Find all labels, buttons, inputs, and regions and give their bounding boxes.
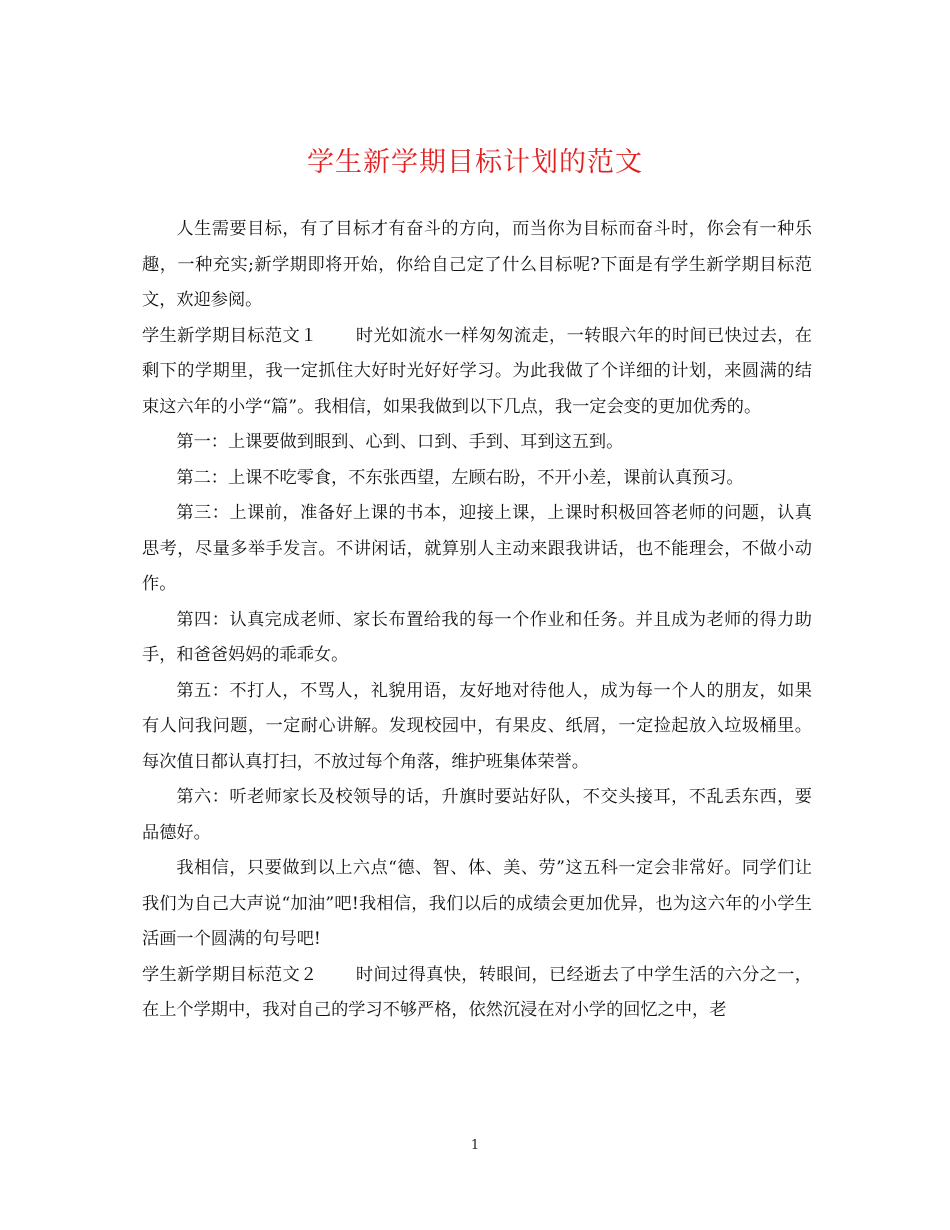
section-2-text: 时间过得真快，转眼间，已经逝去了中学生活的六分之一，在上个学期中，我对自己的学习不够严格，依然沉浸在对小学的回忆之中，老 (142, 964, 812, 1020)
section-1-text: 时光如流水一样匆匆流走，一转眼六年的时间已快过去，在剩下的学期里，我一定抓住大好时光好好学习。为此我做了个详细的计划，来圆满的结束这六年的小学“篇”。我相信，如果我做到以下几点，我一定会变的更加优秀的。 (142, 325, 812, 417)
point-1-paragraph: 第一：上课要做到眼到、心到、口到、手到、耳到这五到。 (176, 432, 624, 452)
section-1-paragraph (142, 319, 812, 426)
point-4-paragraph: 第四：认真完成老师、家长布置给我的每一个作业和任务。并且成为老师的得力助手，和爸爸妈妈的乖乖女。 (142, 609, 812, 665)
page-number: 1 (470, 1138, 480, 1153)
conclusion-paragraph: 我相信，只要做到以上六点“德、智、体、美、劳”这五科一定会非常好。同学们让我们为自己大声说“加油”吧!我相信，我们以后的成绩会更加优异，也为这六年的小学生活画一个圆满的句号吧! (142, 858, 812, 949)
point-5-paragraph: 第五：不打人，不骂人，礼貌用语，友好地对待他人，成为每一个人的朋友，如果有人问我问题，一定耐心讲解。发现校园中，有果皮、纸屑，一定捡起放入垃圾桶里。每次值日都认真打扫，不放过每个角落，维护班集体荣誉。 (142, 680, 812, 772)
section-1-heading: 学生新学期目标范文１ (142, 325, 318, 346)
point-2-paragraph: 第二：上课不吃零食，不东张西望，左顾右盼，不开小差，课前认真预习。 (176, 467, 744, 488)
section-2-paragraph (142, 958, 812, 1029)
document-body (142, 212, 812, 1029)
point-6-paragraph: 第六：听老师家长及校领导的话，升旗时要站好队，不交头接耳，不乱丢东西，要品德好。 (142, 787, 812, 843)
point-3-paragraph: 第三：上课前，准备好上课的书本，迎接上课，上课时积极回答老师的问题，认真思考，尽量多举手发言。不讲闲话，就算别人主动来跟我讲话，也不能理会，不做小动作。 (142, 503, 812, 594)
intro-paragraph: 人生需要目标，有了目标才有奋斗的方向，而当你为目标而奋斗时，你会有一种乐趣，一种充实;新学期即将开始，你给自己定了什么目标呢?下面是有学生新学期目标范文，欢迎参阅。 (142, 219, 812, 310)
section-2-heading: 学生新学期目标范文２ (142, 964, 318, 985)
document-title: 学生新学期目标计划的范文 (307, 147, 643, 178)
